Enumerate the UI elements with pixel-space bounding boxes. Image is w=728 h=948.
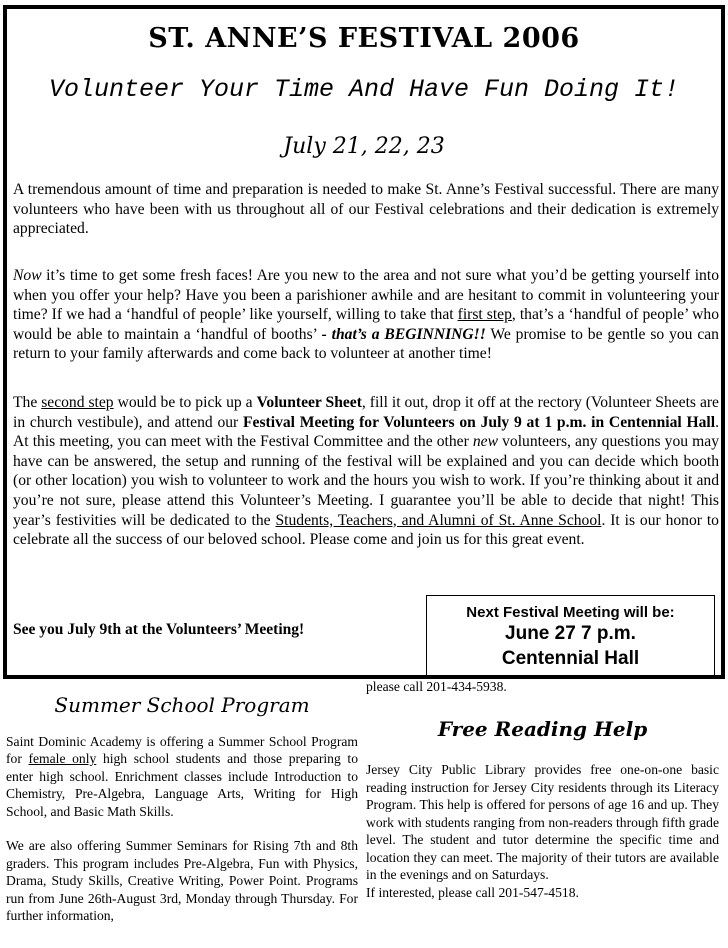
summer-school-column <box>6 683 358 945</box>
next-meeting-box <box>426 595 715 677</box>
summer-p1-text-b: high school students and those preparing to enter high school. Enrichment classes include Introduction to Chemistry, Pre-Algebra, Language Arts, Writing for High School, and Basic Math Skills. <box>6 751 358 819</box>
reading-paragraph: Jersey City Public Library provides free one-on-one basic reading instruction for Jersey City residents through its Literacy Program. This help is offered for persons of age 16 and up. They work with students ranging from non-readers through fifth grade level. The student and tutor determine the specific time and location they can meet. The majority of their tutors are available in the evenings and on Saturdays. <box>366 762 719 882</box>
first-step-underline: first step <box>457 306 512 324</box>
festival-title: ST. ANNE’S FESTIVAL 2006 <box>148 23 580 54</box>
p3-text-d: . At this meeting, you can meet with the Festival Committee and the other <box>13 413 719 451</box>
summer-paragraph-2: We are also offering Summer Seminars for Rising 7th and 8th graders. This program includes Pre-Algebra, Fun with Physics, Drama, Study Skills, Creative Writing, Power Point. Programs run from June 26th-August 3rd, Monday through Thursday. For further information, <box>6 838 358 923</box>
p3-text-c: , fill it out, drop it off at the rectory (Volunteer Sheets are in church vestibule), and attend our <box>13 394 719 431</box>
p2-text-a: it’s time to get some fresh faces! Are you new to the area and not sure what you’d be getting yourself into when you offer your help? Have you been a parishioner awhile and are hesitant to commit in volunteering your time? If we had a ‘handful of people’ like yourself, willing to take that <box>13 267 719 324</box>
p3-text-e: volunteers, any questions you may have can be answered, the setup and running of the festival will be explained and you can decide which booth (or other location) you wish to volunteer to work and the hours you wish to work. If you’re thinking about it and you’re not sure, please attend this Volunteer’s Meeting. I guarantee you’ll be able to decide that night! This year’s festivities will be dedicated to the <box>13 433 719 529</box>
summer-paragraph-1 <box>6 733 358 821</box>
festival-paragraph-2 <box>13 266 719 364</box>
next-meeting-place: Centennial Hall <box>501 648 640 669</box>
now-emphasis: Now <box>13 267 42 284</box>
reading-help-column <box>366 678 719 946</box>
see-you-line: See you July 9th at the Volunteers’ Meeting! <box>13 621 305 638</box>
next-meeting-time: June 27 7 p.m. <box>505 623 636 644</box>
festival-paragraph-3 <box>13 393 719 550</box>
festival-section <box>3 5 725 679</box>
festival-subtitle: Volunteer Your Time And Have Fun Doing It! <box>48 75 680 104</box>
p3-text-a: The <box>13 394 42 411</box>
second-step-underline: second step <box>41 394 114 411</box>
new-emphasis: new <box>472 433 498 451</box>
festival-dates: July 21, 22, 23 <box>283 134 445 159</box>
p3-text-b: would be to pick up a <box>113 394 257 411</box>
summer-school-heading: Summer School Program <box>54 693 310 717</box>
p2-text-b: , that’s a ‘handful of people’ who would be able to maintain a ‘handful of booths’ <box>13 306 719 343</box>
summer-continued: please call 201-434-5938. <box>366 679 507 694</box>
next-meeting-label: Next Festival Meeting will be: <box>466 604 675 621</box>
reading-help-heading: Free Reading Help <box>437 716 648 741</box>
summer-p1-text-a: Saint Dominic Academy is offering a Summer School Program for <box>6 733 358 766</box>
festival-paragraph-1: A tremendous amount of time and preparation is needed to make St. Anne’s Festival successful. There are many volunteers who have been with us throughout all of our Festival celebrations and their dedication is extremely appreciated. <box>13 181 719 238</box>
p2-text-c: We promise to be gentle so you can return to your family afterwards and come back to volunteer at another time! <box>13 325 719 363</box>
female-only-underline: female only <box>28 751 97 766</box>
beginning-emphasis: - that’s a BEGINNING!! <box>321 325 486 343</box>
meeting-info-bold: Festival Meeting for Volunteers on July 9 at 1 p.m. in Centennial Hall <box>243 413 716 431</box>
volunteer-sheet-bold: Volunteer Sheet <box>256 394 362 411</box>
dedication-underline: Students, Teachers, and Alumni of St. Anne School <box>275 511 602 529</box>
reading-contact: If interested, please call 201-547-4518. <box>366 884 579 900</box>
p3-text-f: . It is our honor to celebrate all the success of our beloved school. Please come and join us for this great event. <box>13 511 719 549</box>
